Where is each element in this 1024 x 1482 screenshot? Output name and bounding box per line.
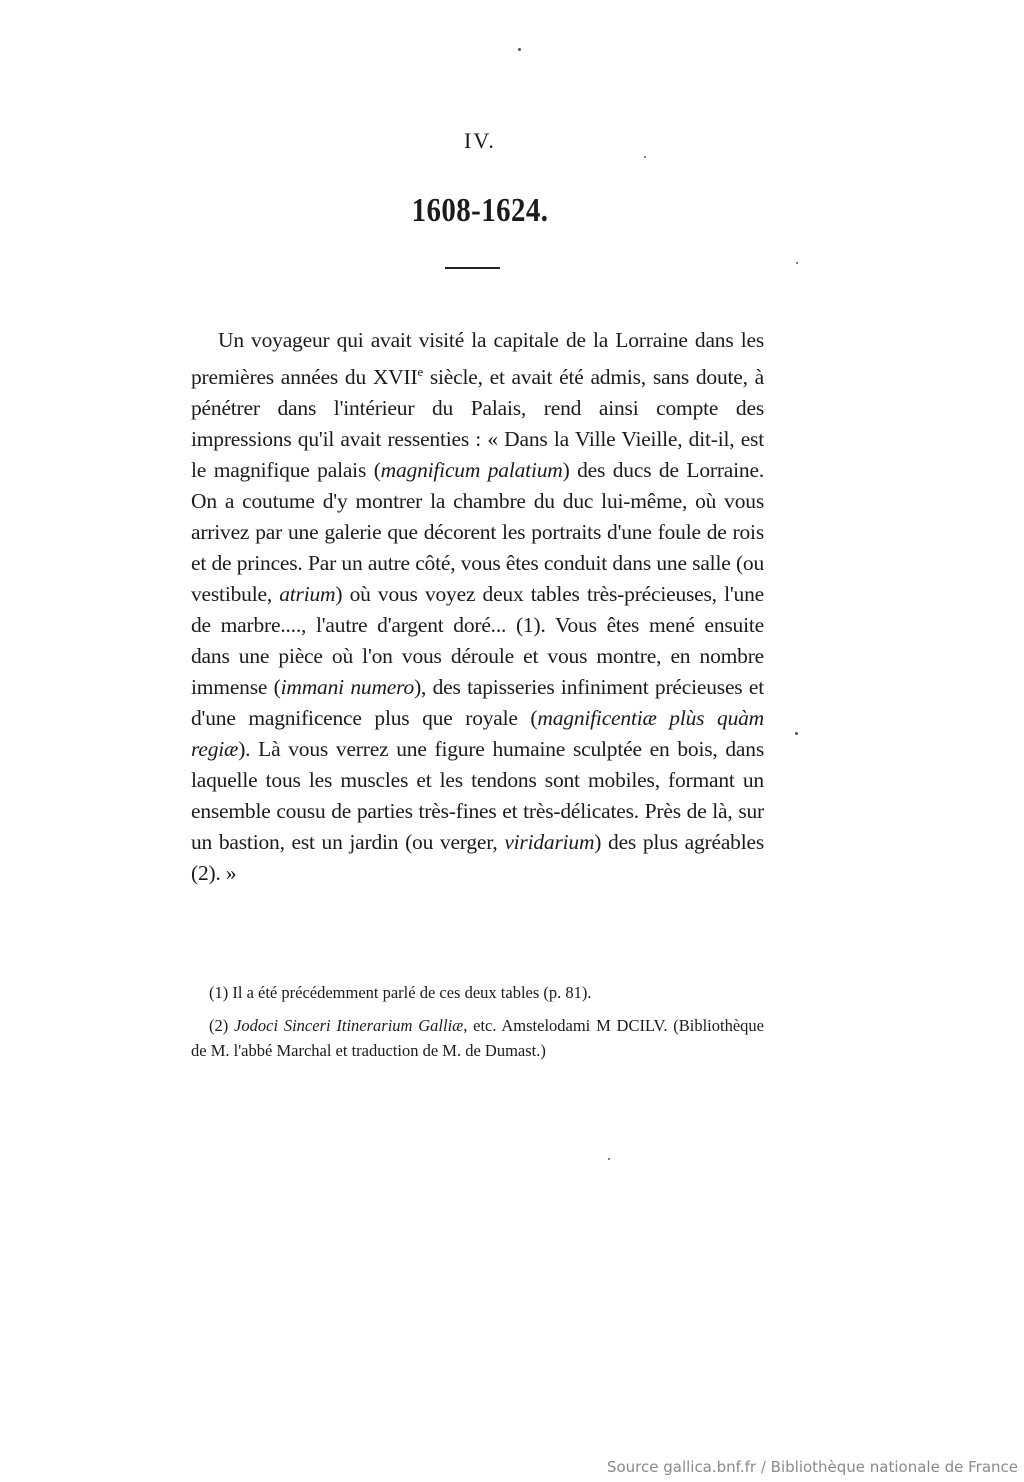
body-italic-term: immani numero bbox=[280, 675, 415, 700]
scan-speck bbox=[644, 156, 646, 158]
body-text-run: ) des ducs de Lorraine. On a coutume d'y montrer la chambre du duc lui-même, où vous arrivez par une galerie que décorent les portraits d'une foule de rois et de princes. Par un autre côté, vous êtes conduit dans une salle (ou vestibule, bbox=[191, 458, 764, 607]
body-italic-term: atrium bbox=[279, 582, 336, 607]
footnotes bbox=[191, 980, 764, 1071]
body-superscript: e bbox=[417, 364, 424, 379]
scan-speck bbox=[796, 262, 798, 264]
footnote-1: (1) Il a été précédemment parlé de ces deux tables (p. 81). bbox=[209, 983, 592, 1002]
scan-speck bbox=[795, 732, 798, 735]
body-italic-term: magnificum palatium bbox=[380, 458, 563, 483]
body-text-run: Un voyageur qui avait visité la capitale de la Lorraine dans les premières années du XVII bbox=[191, 328, 764, 390]
chapter-number: IV. bbox=[464, 128, 496, 153]
scan-speck bbox=[518, 48, 521, 51]
body-text-run: ). Là vous verrez une figure humaine sculptée en bois, dans laquelle tous les muscles et les tendons sont mobiles, formant un ensemble cousu de parties très-fines et très-délicates. Près de là, sur un bastion, est un jardin (ou verger, bbox=[191, 737, 764, 855]
body-italic-term: magnificentiæ plùs quàm regiæ bbox=[191, 706, 764, 762]
title-rule bbox=[445, 267, 500, 269]
body-paragraph bbox=[191, 325, 764, 889]
body-text-run: ) des plus agréables (2). » bbox=[191, 830, 764, 886]
body-text-run: ) où vous voyez deux tables très-précieuses, l'une de marbre...., l'autre d'argent doré... (1). Vous êtes mené ensuite dans une pièce où l'on vous déroule et vous montre, en nombre immense ( bbox=[191, 582, 764, 700]
scan-speck bbox=[608, 1158, 610, 1160]
source-credit: Source gallica.bnf.fr / Bibliothèque nationale de France bbox=[606, 1458, 1018, 1476]
chapter-dates: 1608-1624. bbox=[411, 192, 549, 229]
footnote-text-run: , etc. Amstelodami M DCILV. (Bibliothèque de M. l'abbé Marchal et traduction de M. de Dumast.) bbox=[191, 1016, 764, 1060]
body-text-run: ), des tapisseries infiniment précieuses et d'une magnificence plus que royale ( bbox=[191, 675, 765, 731]
footnote-text-run: (2) bbox=[209, 1016, 235, 1035]
footnote-italic-title: Jodoci Sinceri Itinerarium Galliæ bbox=[234, 1016, 464, 1035]
body-italic-term: viridarium bbox=[504, 830, 595, 855]
footnote-2 bbox=[191, 1013, 764, 1063]
body-text-run: siècle, et avait été admis, sans doute, à pénétrer dans l'intérieur du Palais, rend ainsi compte des impressions qu'il avait ressenties : « Dans la Ville Vieille, dit-il, est le magnifique palais ( bbox=[191, 365, 764, 483]
